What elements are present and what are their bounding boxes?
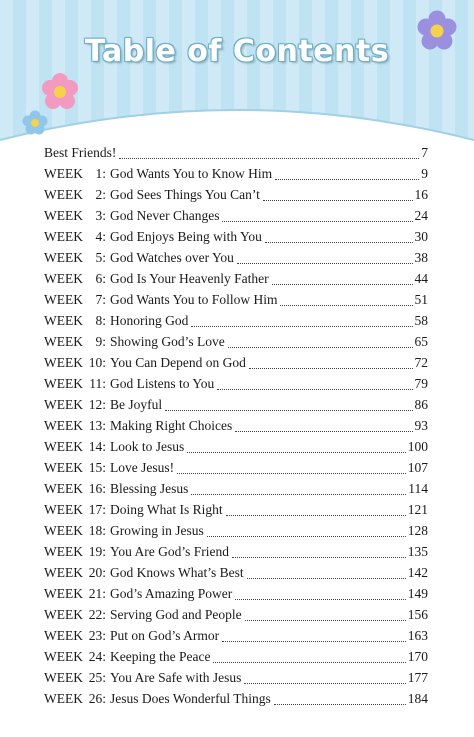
- toc-week-word: WEEK: [44, 628, 83, 643]
- toc-page-number: 86: [414, 397, 428, 412]
- toc-entry[interactable]: [44, 292, 428, 313]
- toc-page-number: 38: [414, 250, 428, 265]
- dot-leader: [187, 452, 406, 453]
- toc-week-word: WEEK: [44, 649, 83, 664]
- toc-entry-label: [44, 439, 187, 455]
- toc-week-word: WEEK: [44, 607, 83, 622]
- toc-entry[interactable]: [44, 250, 428, 271]
- dot-leader: [235, 431, 412, 432]
- toc-page-number: 58: [414, 313, 428, 328]
- toc-week-index: 12:: [88, 397, 106, 412]
- toc-page-number: 72: [414, 355, 428, 370]
- toc-week-index: 4:: [95, 229, 106, 244]
- toc-entry-title: God Knows What’s Best: [110, 565, 244, 580]
- toc-week: [44, 418, 106, 434]
- toc-entry-label: [44, 523, 207, 539]
- toc-week: [44, 187, 106, 203]
- toc-entry[interactable]: [44, 418, 428, 439]
- toc-entry-title: Blessing Jesus: [110, 481, 189, 496]
- toc-entry-label: [44, 460, 177, 476]
- toc-entry[interactable]: [44, 649, 428, 670]
- toc-week: [44, 166, 106, 182]
- toc-week: [44, 460, 106, 476]
- dot-leader: [263, 200, 413, 201]
- toc-entry[interactable]: [44, 460, 428, 481]
- toc-page-number: 156: [407, 607, 428, 622]
- dot-leader: [280, 305, 412, 306]
- toc-entry-label: [44, 187, 263, 203]
- toc-entry-title: Put on God’s Armor: [110, 628, 220, 643]
- toc-page-number: 30: [414, 229, 428, 244]
- toc-page-number: 24: [414, 208, 428, 223]
- toc-entry-title: God Sees Things You Can’t: [110, 187, 260, 202]
- toc-entry-title: Be Joyful: [110, 397, 163, 412]
- toc-week-word: WEEK: [44, 292, 83, 307]
- toc-entry[interactable]: [44, 565, 428, 586]
- toc-week-word: WEEK: [44, 208, 83, 223]
- toc-entry-label: [44, 607, 245, 623]
- dot-leader: [217, 389, 412, 390]
- toc-entry-title: God Watches over You: [110, 250, 234, 265]
- toc-entry-label: [44, 397, 165, 413]
- toc-entry[interactable]: [44, 355, 428, 376]
- toc-week: [44, 292, 106, 308]
- dot-leader: [275, 179, 419, 180]
- toc-entry-label: [44, 292, 280, 308]
- flower-icon: [414, 8, 460, 54]
- dot-leader: [177, 473, 406, 474]
- toc-week-index: 6:: [95, 271, 106, 286]
- toc-page-number: 7: [421, 145, 428, 160]
- toc-week-index: 26:: [88, 691, 106, 706]
- toc-week-index: 21:: [88, 586, 106, 601]
- toc-page-number: 184: [407, 691, 428, 706]
- toc-entry-title: You Can Depend on God: [110, 355, 246, 370]
- toc-entry-title: God Is Your Heavenly Father: [110, 271, 269, 286]
- toc-page-number: 170: [407, 649, 428, 664]
- toc-week-index: 19:: [88, 544, 106, 559]
- toc-entry-title: God Wants You to Know Him: [110, 166, 273, 181]
- toc-entry-label: [44, 166, 275, 182]
- toc-week: [44, 544, 106, 560]
- dot-leader: [265, 242, 413, 243]
- dot-leader: [191, 326, 412, 327]
- toc-week: [44, 376, 106, 392]
- toc-entry-label: [44, 649, 213, 665]
- toc-week-word: WEEK: [44, 481, 83, 496]
- toc-entry-title: Love Jesus!: [110, 460, 175, 475]
- toc-week-index: 17:: [88, 502, 106, 517]
- toc-entry-label: [44, 271, 272, 287]
- toc-week-index: 9:: [95, 334, 106, 349]
- toc-entry[interactable]: [44, 523, 428, 544]
- toc-entry[interactable]: [44, 607, 428, 628]
- dot-leader: [244, 683, 405, 684]
- toc-page-number: 135: [407, 544, 428, 559]
- toc-page-number: 163: [407, 628, 428, 643]
- dot-leader: [207, 536, 406, 537]
- toc-week-index: 13:: [88, 418, 106, 433]
- toc-week-word: WEEK: [44, 586, 83, 601]
- toc-week: [44, 271, 106, 287]
- toc-page-number: 44: [414, 271, 428, 286]
- toc-entry-label: [44, 208, 222, 224]
- toc-entry-title: Making Right Choices: [110, 418, 233, 433]
- toc-week-word: WEEK: [44, 565, 83, 580]
- toc-entry-label: [44, 481, 191, 497]
- toc-entry-title: God Never Changes: [110, 208, 220, 223]
- toc-week: [44, 439, 106, 455]
- toc-entry[interactable]: [44, 691, 428, 712]
- toc-entry[interactable]: [44, 481, 428, 502]
- toc-week-word: WEEK: [44, 523, 83, 538]
- toc-week-index: 24:: [88, 649, 106, 664]
- toc-entry-title: You Are Safe with Jesus: [110, 670, 242, 685]
- toc-week-word: WEEK: [44, 439, 83, 454]
- toc-week: [44, 628, 106, 644]
- toc-week: [44, 250, 106, 266]
- toc-page-number: 100: [407, 439, 428, 454]
- toc-week-word: WEEK: [44, 334, 83, 349]
- toc-week: [44, 691, 106, 707]
- toc-entry[interactable]: [44, 166, 428, 187]
- toc-week-word: WEEK: [44, 313, 83, 328]
- toc-entry-label: [44, 376, 217, 392]
- toc-week-index: 18:: [88, 523, 106, 538]
- toc-entry[interactable]: [44, 229, 428, 250]
- toc-week: [44, 586, 106, 602]
- toc-entry-title: God’s Amazing Power: [110, 586, 233, 601]
- toc-page-number: 107: [407, 460, 428, 475]
- dot-leader: [272, 284, 413, 285]
- toc-week: [44, 208, 106, 224]
- dot-leader: [235, 599, 406, 600]
- toc-week-index: 20:: [88, 565, 106, 580]
- toc-week-index: 2:: [95, 187, 106, 202]
- dot-leader: [222, 221, 412, 222]
- toc-page-number: 121: [407, 502, 428, 517]
- toc-week: [44, 397, 106, 413]
- toc-entry-title: Look to Jesus: [110, 439, 185, 454]
- dot-leader: [228, 347, 413, 348]
- toc-entry[interactable]: [44, 313, 428, 334]
- toc-week-word: WEEK: [44, 355, 83, 370]
- toc-entry[interactable]: [44, 397, 428, 418]
- toc-week-index: 25:: [88, 670, 106, 685]
- toc-page-number: 128: [407, 523, 428, 538]
- dot-leader: [249, 368, 413, 369]
- toc-page-number: 79: [414, 376, 428, 391]
- toc-week-word: WEEK: [44, 376, 83, 391]
- toc-entry-title: Best Friends!: [44, 145, 117, 160]
- table-of-contents: [44, 145, 428, 712]
- toc-entry-label: [44, 670, 244, 686]
- toc-entry-label: [44, 355, 249, 371]
- toc-week-word: WEEK: [44, 691, 83, 706]
- toc-week-word: WEEK: [44, 271, 83, 286]
- toc-week-word: WEEK: [44, 250, 83, 265]
- dot-leader: [247, 578, 406, 579]
- toc-week-word: WEEK: [44, 502, 83, 517]
- toc-week-index: 10:: [88, 355, 106, 370]
- toc-week-index: 3:: [95, 208, 106, 223]
- toc-entry[interactable]: [44, 334, 428, 355]
- toc-entry-label: [44, 313, 191, 329]
- toc-entry-title: Showing God’s Love: [110, 334, 225, 349]
- toc-week: [44, 649, 106, 665]
- toc-week: [44, 607, 106, 623]
- toc-entry-title: You Are God’s Friend: [110, 544, 230, 559]
- toc-week-index: 23:: [88, 628, 106, 643]
- toc-entry-title: Doing What Is Right: [110, 502, 223, 517]
- dot-leader: [237, 263, 413, 264]
- toc-week-word: WEEK: [44, 418, 83, 433]
- toc-week-index: 5:: [95, 250, 106, 265]
- toc-entry-title: God Enjoys Being with You: [110, 229, 262, 244]
- dot-leader: [191, 494, 406, 495]
- dot-leader: [245, 620, 406, 621]
- toc-week: [44, 313, 106, 329]
- toc-entry-label: [44, 691, 274, 707]
- toc-entry[interactable]: [44, 544, 428, 565]
- toc-week-index: 8:: [95, 313, 106, 328]
- toc-entry[interactable]: [44, 586, 428, 607]
- toc-page-number: 114: [408, 481, 428, 496]
- dot-leader: [119, 158, 419, 159]
- toc-entry-title: Serving God and People: [110, 607, 242, 622]
- toc-entry-label: [44, 418, 235, 434]
- toc-week: [44, 523, 106, 539]
- page-title: Table of Contents: [84, 34, 390, 69]
- toc-entry-intro[interactable]: [44, 145, 428, 166]
- toc-page-number: 9: [421, 166, 428, 181]
- toc-page-number: 51: [414, 292, 428, 307]
- toc-week-word: WEEK: [44, 670, 83, 685]
- toc-entry-title: God Listens to You: [110, 376, 215, 391]
- toc-week-index: 15:: [88, 460, 106, 475]
- dot-leader: [226, 515, 406, 516]
- toc-entry[interactable]: [44, 271, 428, 292]
- toc-page-number: 65: [414, 334, 428, 349]
- toc-week: [44, 502, 106, 518]
- toc-week-word: WEEK: [44, 229, 83, 244]
- toc-week-index: 1:: [95, 166, 106, 181]
- toc-entry-label: [44, 544, 232, 560]
- toc-week-word: WEEK: [44, 397, 83, 412]
- dot-leader: [222, 641, 406, 642]
- toc-week-index: 22:: [88, 607, 106, 622]
- toc-entry-label: [44, 628, 222, 644]
- toc-entry[interactable]: [44, 187, 428, 208]
- toc-week: [44, 481, 106, 497]
- toc-entry[interactable]: [44, 628, 428, 649]
- toc-week: [44, 229, 106, 245]
- toc-week-word: WEEK: [44, 460, 83, 475]
- dot-leader: [232, 557, 406, 558]
- toc-week: [44, 670, 106, 686]
- toc-entry[interactable]: [44, 376, 428, 397]
- toc-page-number: 16: [414, 187, 428, 202]
- toc-entry-label: [44, 586, 235, 602]
- toc-week-word: WEEK: [44, 187, 83, 202]
- toc-page-number: 93: [414, 418, 428, 433]
- toc-entry-label: [44, 229, 265, 245]
- flower-icon: [20, 108, 50, 138]
- toc-entry-label: [44, 502, 226, 518]
- toc-week-index: 14:: [88, 439, 106, 454]
- toc-entry-title: Keeping the Peace: [110, 649, 211, 664]
- dot-leader: [213, 662, 405, 663]
- toc-entry-label: [44, 250, 237, 266]
- toc-week-word: WEEK: [44, 166, 83, 181]
- toc-entry-label: [44, 334, 228, 350]
- toc-page-number: 149: [407, 586, 428, 601]
- toc-page-number: 177: [407, 670, 428, 685]
- toc-week: [44, 334, 106, 350]
- toc-entry[interactable]: [44, 208, 428, 229]
- toc-entry-title: Jesus Does Wonderful Things: [110, 691, 271, 706]
- toc-week-index: 7:: [95, 292, 106, 307]
- toc-page-number: 142: [407, 565, 428, 580]
- toc-entry-title: Growing in Jesus: [110, 523, 204, 538]
- toc-week-word: WEEK: [44, 544, 83, 559]
- toc-week-index: 16:: [88, 481, 106, 496]
- toc-week-index: 11:: [89, 376, 106, 391]
- toc-week: [44, 355, 106, 371]
- toc-entry[interactable]: [44, 439, 428, 460]
- dot-leader: [165, 410, 412, 411]
- toc-entry[interactable]: [44, 670, 428, 691]
- toc-entry-title: God Wants You to Follow Him: [110, 292, 278, 307]
- toc-entry[interactable]: [44, 502, 428, 523]
- dot-leader: [274, 704, 406, 705]
- toc-entry-label: [44, 565, 247, 581]
- toc-entry-title: Honoring God: [110, 313, 189, 328]
- toc-week: [44, 565, 106, 581]
